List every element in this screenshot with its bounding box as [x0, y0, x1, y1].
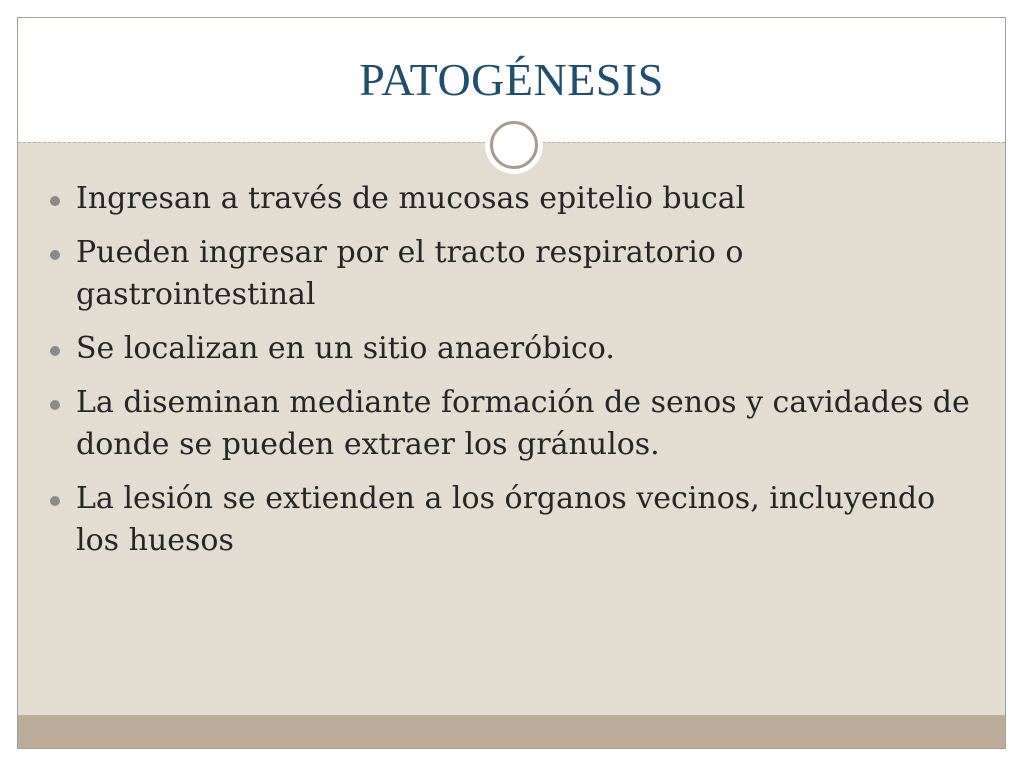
- bullet-item: [48, 328, 978, 370]
- bullet-item: [48, 232, 978, 316]
- bullet-dot-icon: [50, 496, 60, 506]
- circle-ornament-icon: [485, 116, 543, 174]
- ornament-ring: [490, 121, 538, 169]
- bullet-dot-icon: [50, 196, 60, 206]
- bullet-text: La lesión se extienden a los órganos vecinos, incluyendo los huesos: [76, 481, 936, 558]
- bullet-item: [48, 478, 978, 562]
- footer-band: [18, 715, 1005, 748]
- bullet-item: [48, 178, 978, 220]
- bullet-dot-icon: [50, 250, 60, 260]
- bullet-item: [48, 382, 978, 466]
- slide-title: PATOGÉNESIS: [359, 54, 664, 105]
- bullet-dot-icon: [50, 400, 60, 410]
- bullet-list: [48, 178, 978, 574]
- bullet-text: La diseminan mediante formación de senos y cavidades de donde se pueden extraer los gránulos.: [76, 385, 970, 462]
- bullet-text: Ingresan a través de mucosas epitelio bucal: [76, 181, 746, 216]
- bullet-text: Pueden ingresar por el tracto respiratorio o gastrointestinal: [76, 235, 744, 312]
- bullet-text: Se localizan en un sitio anaeróbico.: [76, 331, 615, 366]
- slide-frame: [17, 17, 1006, 749]
- bullet-dot-icon: [50, 346, 60, 356]
